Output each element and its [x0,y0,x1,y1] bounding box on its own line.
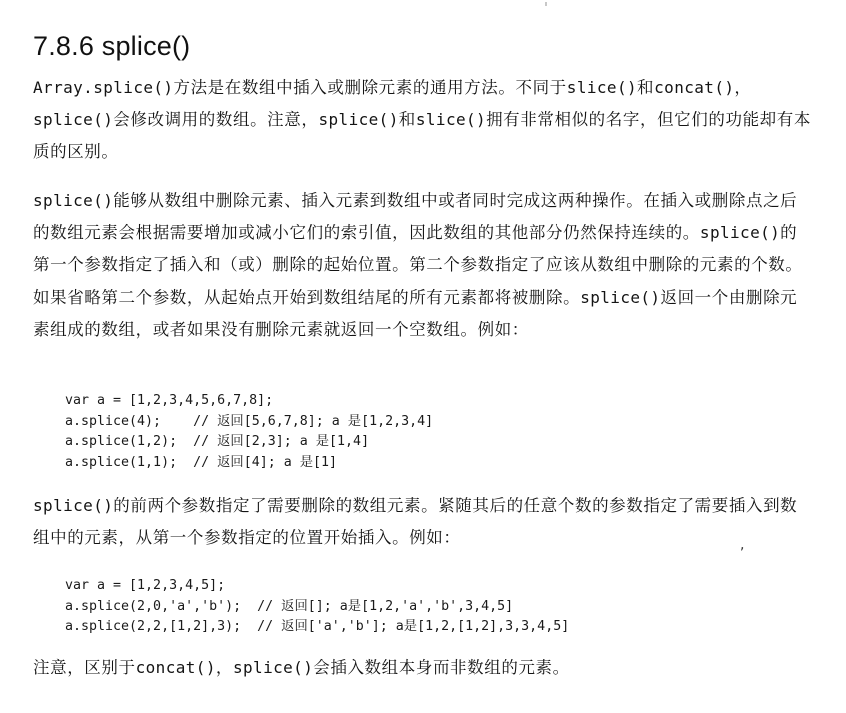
inline-code: splice() [33,110,114,130]
code-example-2 [65,576,569,638]
paragraph-description [33,185,813,346]
code-example-1 [65,391,433,473]
code-line: var a = [1,2,3,4,5,6,7,8]; [65,393,274,408]
inline-code: splice() [699,223,781,243]
text-run: 会修改调用的数组。注意， [113,110,319,130]
paragraph-insert-args [33,490,813,554]
code-line: a.splice(2,0,'a','b'); // 返回[]; a是[1,2,'a','b',3,4,5] [65,598,514,614]
code-line: a.splice(1,1); // 返回[4]; a 是[1] [65,454,338,470]
inline-code: slice() [415,110,487,130]
inline-code: splice() [33,496,114,515]
text-run: 和 [637,78,655,97]
code-line: var a = [1,2,3,4,5]; [65,578,226,593]
code-line: a.splice(1,2); // 返回[2,3]; a 是[1,4] [65,434,370,450]
inline-code: splice() [318,110,399,130]
inline-code: splice() [232,658,314,677]
inline-code: concat() [654,78,735,97]
text-run: 的第一个参数指定了插入和（或）删除的起始位置。第二个参数指定了应该从数组中删除的元素的个数。如果省略第二个参数，从起始点开始到数组结尾的所有元素都将被删除。 [33,223,803,307]
text-run: 能够从数组中删除元素、插入元素到数组中或者同时完成这两种操作。在插入或删除点之后的数组元素会根据需要增加或减小它们的索引值，因此数组的其他部分仍然保持连续的。 [33,191,798,243]
text-run: 返回一个由删除元素组成的数组，或者如果没有删除元素就返回一个空数组。例如： [33,287,798,339]
text-run: 注意，区别于 [33,658,136,677]
code-line: a.splice(2,2,[1,2],3); // 返回['a','b']; a是[1,2,[1,2],3,3,4,5] [65,619,570,635]
paragraph-note [33,652,813,684]
scan-speck [545,2,547,6]
inline-code: splice() [33,191,114,210]
code-line: a.splice(4); // 返回[5,6,7,8]; a 是[1,2,3,4] [65,413,434,429]
text-run: 方法是在数组中插入或删除元素的通用方法。不同于 [173,78,567,97]
text-run: 拥有非常相似的名字，但它们的功能却有本质的区别。 [33,110,811,162]
paragraph-intro [33,72,813,169]
text-run: 的前两个参数指定了需要删除的数组元素。紧随其后的任意个数的参数指定了需要插入到数组中的元素，从第一个参数指定的位置开始插入。例如： [33,496,798,548]
text-run: 和 [398,110,416,130]
stray-mark: , [740,537,745,553]
inline-code: splice() [580,287,661,307]
inline-code: Array.splice() [33,78,174,97]
inline-code: slice() [566,78,638,97]
text-run: ， [734,78,752,97]
text-run: ， [215,658,233,677]
text-run: 会插入数组本身而非数组的元素。 [313,658,570,677]
section-heading: 7.8.6 splice() [33,31,191,61]
inline-code: concat() [135,658,216,677]
